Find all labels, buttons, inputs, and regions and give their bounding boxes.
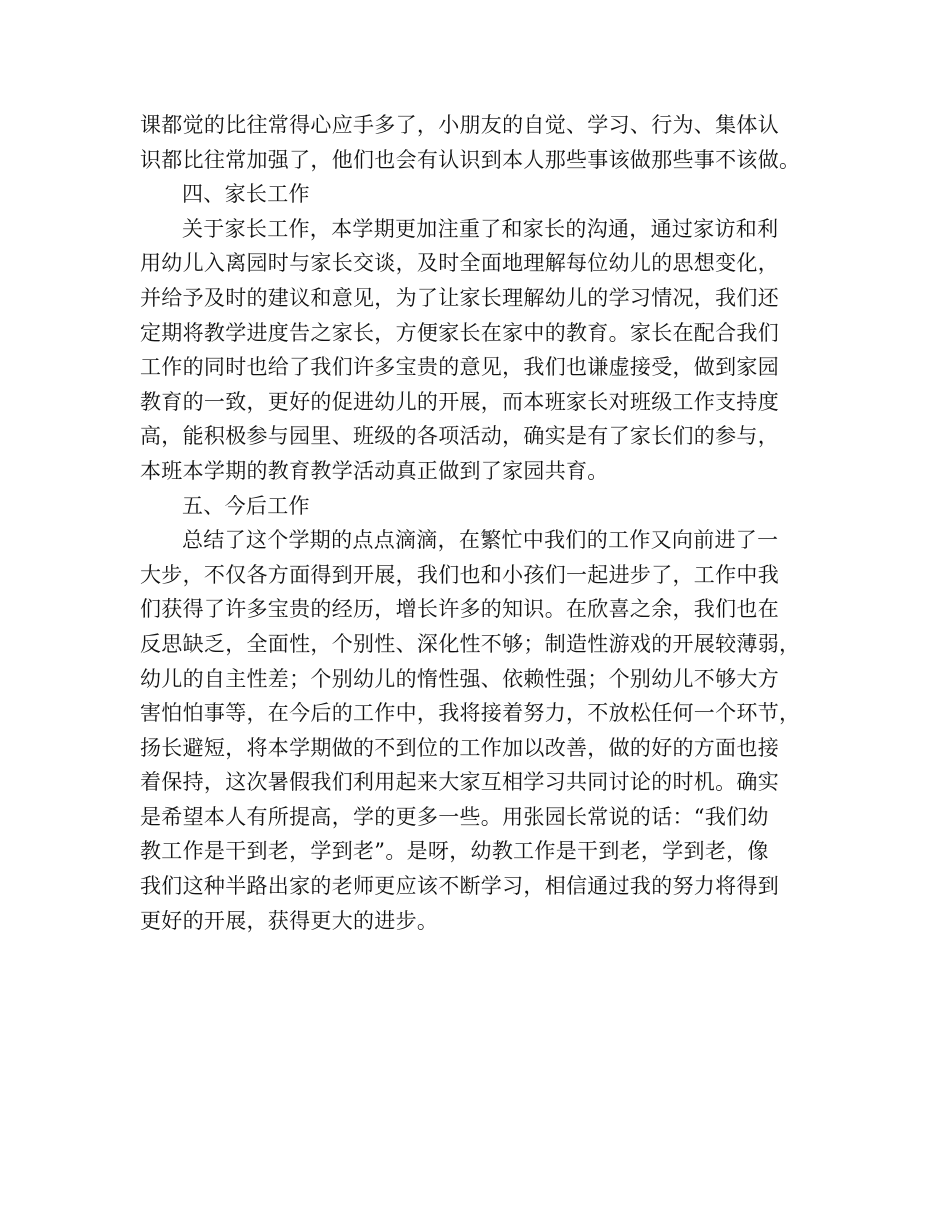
text-line: 用幼儿入离园时与家长交谈，及时全面地理解每位幼儿的思想变化， (140, 251, 779, 276)
document-body (140, 108, 820, 938)
text-line: 更好的开展，获得更大的进步。 (140, 908, 439, 933)
text-line: 关于家长工作，本学期更加注重了和家长的沟通，通过家访和利 (182, 216, 779, 241)
text-line: 教工作是干到老，学到老”。是呀，幼教工作是干到老，学到老，像 (140, 839, 769, 864)
text-line: 识都比往常加强了，他们也会有认识到本人那些事该做那些事不该做。 (140, 147, 801, 172)
text-line: 反思缺乏，全面性，个别性、深化性不够；制造性游戏的开展较薄弱， (140, 631, 801, 656)
text-line: 课都觉的比往常得心应手多了，小朋友的自觉、学习、行为、集体认 (140, 113, 779, 137)
text-line: 我们这种半路出家的老师更应该不断学习，相信通过我的努力将得到 (140, 874, 779, 899)
text-line: 害怕怕事等，在今后的工作中，我将接着努力，不放松任何一个环节， (140, 701, 801, 726)
text-line: 扬长避短，将本学期做的不到位的工作加以改善，做的好的方面也接 (140, 735, 779, 760)
text-line: 工作的同时也给了我们许多宝贵的意见，我们也谦虚接受，做到家园 (140, 355, 779, 380)
text-line: 高，能积极参与园里、班级的各项活动，确实是有了家长们的参与， (140, 424, 779, 449)
section-heading-future-work: 五、今后工作 (182, 493, 310, 518)
text-line: 是希望本人有所提高，学的更多一些。用张园长常说的话：“我们幼 (140, 804, 769, 829)
text-line: 并给予及时的建议和意见，为了让家长理解幼儿的学习情况，我们还 (140, 285, 779, 310)
section-heading-parents-work: 四、家长工作 (182, 182, 310, 207)
text-line: 着保持，这次暑假我们利用起来大家互相学习共同讨论的时机。确实 (140, 770, 779, 795)
text-line: 幼儿的自主性差；个别幼儿的惰性强、依赖性强；个别幼儿不够大方 (140, 666, 779, 691)
text-line: 大步，不仅各方面得到开展，我们也和小孩们一起进步了，工作中我 (140, 562, 779, 587)
text-line: 总结了这个学期的点点滴滴，在繁忙中我们的工作又向前进了一 (182, 528, 779, 553)
text-line: 本班本学期的教育教学活动真正做到了家园共育。 (140, 458, 609, 483)
text-line: 们获得了许多宝贵的经历，增长许多的知识。在欣喜之余，我们也在 (140, 597, 779, 622)
text-line: 教育的一致，更好的促进幼儿的开展，而本班家长对班级工作支持度 (140, 389, 779, 414)
text-line: 定期将教学进度告之家长，方便家长在家中的教育。家长在配合我们 (140, 320, 779, 345)
